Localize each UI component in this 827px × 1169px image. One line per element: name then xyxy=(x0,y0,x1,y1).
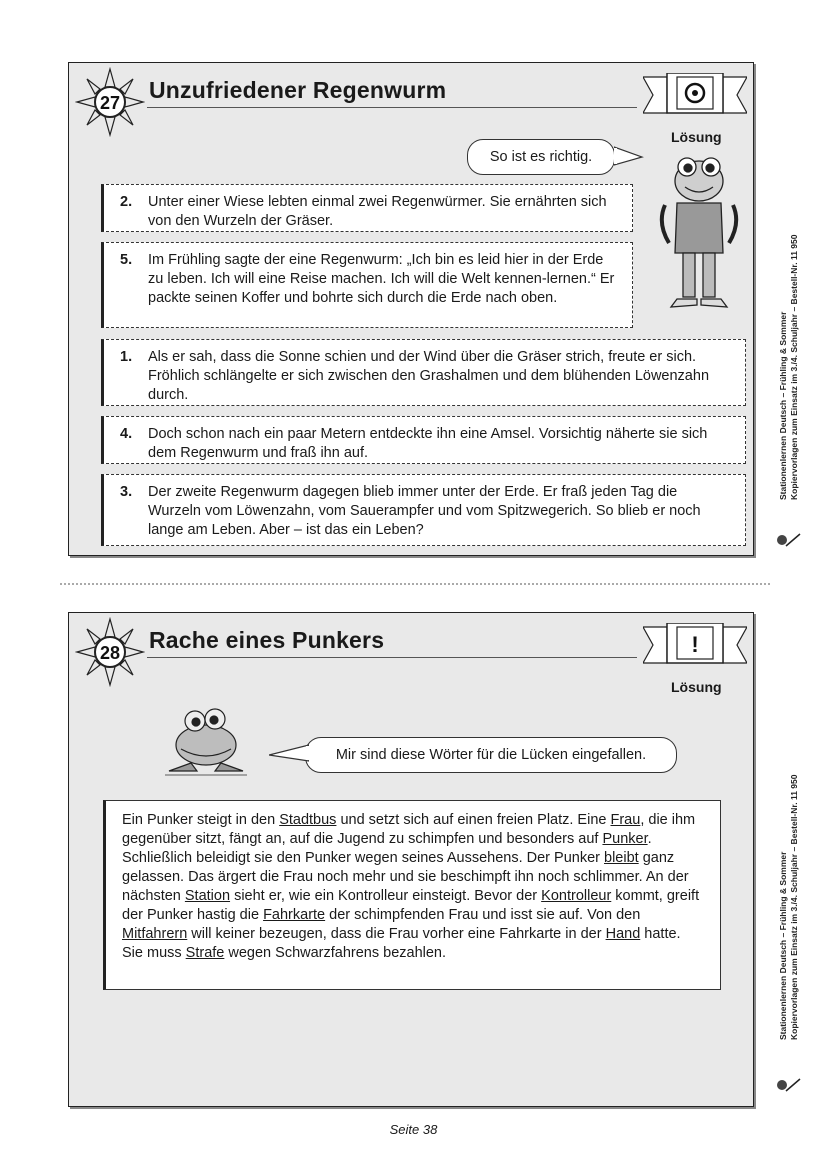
story-text-segment: wegen Schwarzfahrens bezahlen. xyxy=(224,945,447,961)
solution-label: Lösung xyxy=(671,129,722,145)
story-text-segment: , die ihm gegenüber sitzt, fängt an, auf die Jugend zu schimpfen und besonders auf xyxy=(122,812,696,847)
station-number: 28 xyxy=(99,643,121,663)
title-underline xyxy=(147,657,637,658)
sidebar-text xyxy=(778,200,822,500)
answer-word: Hand xyxy=(605,926,641,942)
station-number: 27 xyxy=(99,93,121,113)
answer-word: Punker xyxy=(602,831,648,847)
story-text-segment: der schimpfenden Frau und isst sie auf. Von den xyxy=(325,907,641,923)
speech-bubble-tail xyxy=(614,145,644,169)
story-item xyxy=(101,184,633,232)
story-text-segment: will keiner bezeugen, dass die Frau vorher eine Fahrkarte in der xyxy=(187,926,606,942)
item-text: Doch schon nach ein paar Metern entdeckte ihn eine Amsel. Vorsichtig näherte sie sich dem Regenwurm und fraß ihn auf. xyxy=(148,426,708,461)
story-text-segment: ganz gelassen. Das ärgert die Frau noch mehr und sie beschimpft ihn noch schlimmer. An der nächsten xyxy=(122,850,689,904)
answer-word: Stadtbus xyxy=(279,812,337,828)
item-text: Als er sah, dass die Sonne schien und der Wind über die Gräser strich, freute er sich. Fröhlich schlängelte er sich zwischen den Grashalmen und dem blühenden Löwenzahn durch. xyxy=(148,349,710,403)
story-item xyxy=(101,416,746,464)
story-item xyxy=(101,474,746,546)
speech-bubble: Mir sind diese Wörter für die Lücken eingefallen. xyxy=(305,737,677,773)
solution-label: Lösung xyxy=(671,679,722,695)
sidebar-series-title: Stationenlernen Deutsch – Frühling & Sommer xyxy=(778,851,788,1040)
story-text-segment: hatte. Sie muss xyxy=(122,926,681,961)
title-underline xyxy=(147,107,637,108)
page-number: Seite 38 xyxy=(389,1122,438,1137)
answer-word: Mitfahrern xyxy=(122,926,188,942)
answer-word: Fahrkarte xyxy=(263,907,326,923)
answer-word: bleibt xyxy=(604,850,639,866)
item-number: 3. xyxy=(120,484,133,500)
sidebar-order-info: Kopiervorlagen zum Einsatz im 3./4. Schuljahr – Bestell-Nr. 11 950 xyxy=(789,234,799,500)
story-text-segment: . Schließlich beleidigt sie den Punker wegen seines Aussehens. Der Punker xyxy=(122,831,652,866)
station-card-28 xyxy=(68,612,754,1107)
item-text: Unter einer Wiese lebten einmal zwei Regenwürmer. Sie ernährten sich von den Wurzeln der Gräser. xyxy=(148,194,607,229)
item-text: Im Frühling sagte der eine Regenwurm: „Ich bin es leid hier in der Erde zu leben. Ich will eine Reise machen. Ich will die Welt kennen-lernen.“ Er packte seinen Koffer und bohrte sich durch die Erde nach oben. xyxy=(148,252,615,306)
item-text: Der zweite Regenwurm dagegen blieb immer unter der Erde. Er fraß jeden Tag die Wurzeln vom Löwenzahn, vom Sauerampfer und vom Spitzwegerich. So blieb er noch lange am Leben. Aber – ist das ein Leben? xyxy=(148,484,701,538)
cut-line xyxy=(60,583,770,585)
sidebar-order-info: Kopiervorlagen zum Einsatz im 3./4. Schuljahr – Bestell-Nr. 11 950 xyxy=(789,774,799,1040)
publisher-sidebar xyxy=(772,200,818,560)
answer-word: Station xyxy=(184,888,231,904)
sidebar-series-title: Stationenlernen Deutsch – Frühling & Sommer xyxy=(778,311,788,500)
sun-badge-icon xyxy=(75,67,145,137)
story-text-segment: kommt, greift der Punker hastig die xyxy=(122,888,700,923)
station-card-27 xyxy=(68,62,754,556)
speech-bubble-tail xyxy=(269,741,309,765)
frog-mascot-icon xyxy=(161,705,251,779)
story-text-segment: Ein Punker steigt in den xyxy=(122,812,280,828)
story-text-segment: und setzt sich auf einen freien Platz. Eine xyxy=(336,812,611,828)
sidebar-text xyxy=(778,740,822,1040)
story-item xyxy=(101,339,746,406)
item-number: 2. xyxy=(120,194,133,210)
answer-word: Kontrolleur xyxy=(541,888,612,904)
story-text-segment: sieht er, wie ein Kontrolleur einsteigt. Bevor der xyxy=(230,888,542,904)
item-number: 5. xyxy=(120,252,133,268)
cloze-solution-text xyxy=(103,800,721,990)
frog-mascot-icon xyxy=(657,153,741,313)
item-number: 4. xyxy=(120,426,133,442)
story-item xyxy=(101,242,633,328)
speech-bubble: So ist es richtig. xyxy=(467,139,615,175)
publisher-logo-icon xyxy=(776,1075,802,1095)
publisher-logo-icon xyxy=(776,530,802,550)
exclamation-banner-icon xyxy=(643,623,747,667)
answer-word: Frau xyxy=(610,812,641,828)
answer-word: Strafe xyxy=(185,945,225,961)
item-number: 1. xyxy=(120,349,133,365)
publisher-sidebar xyxy=(772,740,818,1100)
card-title: Unzufriedener Regenwurm xyxy=(149,77,447,103)
banner-symbol: ! xyxy=(691,632,699,657)
sun-badge-icon xyxy=(75,617,145,687)
target-banner-icon xyxy=(643,73,747,117)
card-title: Rache eines Punkers xyxy=(149,627,385,653)
story-paragraph xyxy=(122,811,704,963)
